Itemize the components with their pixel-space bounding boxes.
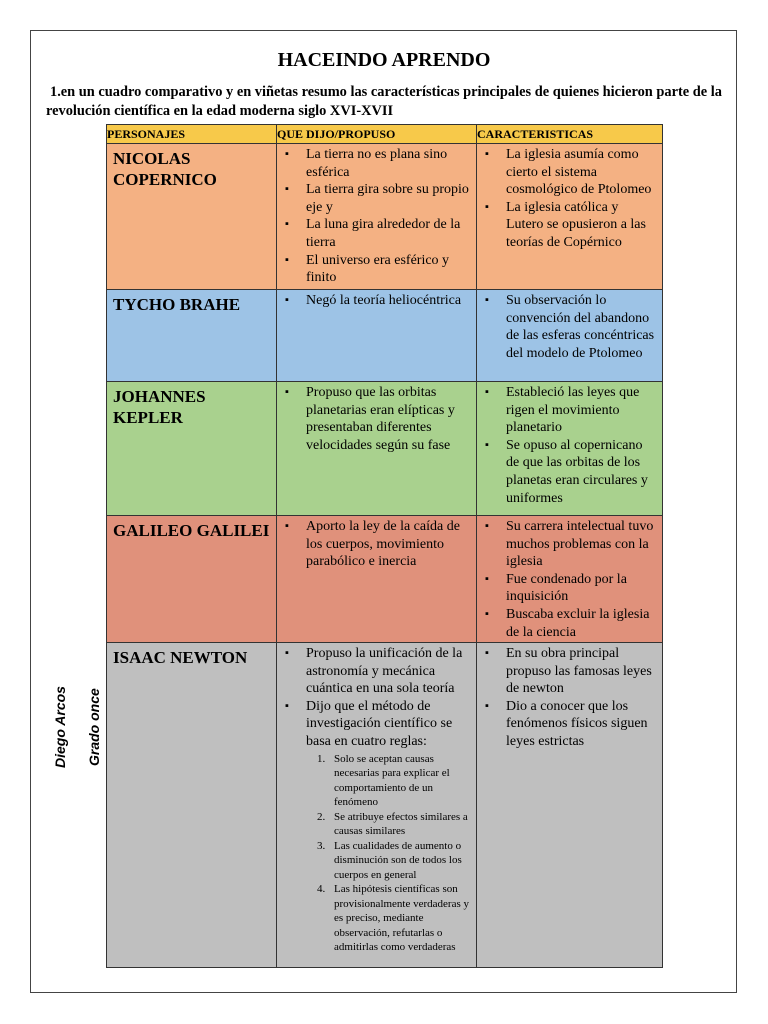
traits-cell xyxy=(477,290,663,382)
person-name xyxy=(107,144,277,290)
instruction-text: 1.en un cuadro comparativo y en viñetas resumo las características principales de quienes hicieron parte de la revolución científica en la edad moderna siglo XVI-XVII xyxy=(46,84,722,119)
table-row xyxy=(107,643,663,968)
table-row xyxy=(107,382,663,516)
list-item: ▪ Dio a conocer que los fenómenos físicos siguen leyes estrictas xyxy=(481,698,658,751)
list-item: ▪ La luna gira alrededor de la tierra xyxy=(281,216,472,251)
person-name-text: GALILEO GALILEI xyxy=(113,521,270,540)
traits-cell xyxy=(477,144,663,290)
list-item: ▪ Propuso la unificación de la astronomía y mecánica cuántica en una sola teoría xyxy=(281,645,472,698)
person-name xyxy=(107,516,277,643)
list-item-text: Dijo que el método de investigación científico se basa en cuatro reglas: xyxy=(306,698,453,749)
said-cell xyxy=(277,643,477,968)
person-name-text: ISAAC NEWTON xyxy=(113,648,248,667)
list-item: ▪ La iglesia católica y Lutero se opusieron a las teorías de Copérnico xyxy=(481,199,658,252)
list-item: ▪ Fue condenado por la inquisición xyxy=(481,571,658,606)
table-row xyxy=(107,290,663,382)
rules-list xyxy=(306,752,472,955)
list-item: ▪ En su obra principal propuso las famosas leyes de newton xyxy=(481,645,658,698)
said-cell xyxy=(277,290,477,382)
traits-cell xyxy=(477,643,663,968)
list-item: ▪ Negó la teoría heliocéntrica xyxy=(281,292,472,310)
list-item: ▪ Su carrera intelectual tuvo muchos problemas con la iglesia xyxy=(481,518,658,571)
said-cell xyxy=(277,144,477,290)
person-name xyxy=(107,643,277,968)
person-name-text: JOHANNES KEPLER xyxy=(113,387,206,427)
list-item: ▪ La iglesia asumía como cierto el sistema cosmológico de Ptolomeo xyxy=(481,146,658,199)
list-item: ▪ La tierra no es plana sino esférica xyxy=(281,146,472,181)
header-que-dijo: QUE DIJO/PROPUSO xyxy=(277,125,477,144)
said-cell xyxy=(277,516,477,643)
list-item: ▪ La tierra gira sobre su propio eje y xyxy=(281,181,472,216)
list-item xyxy=(281,698,472,955)
header-personajes: PERSONAJES xyxy=(107,125,277,144)
said-cell xyxy=(277,382,477,516)
table-row xyxy=(107,144,663,290)
person-name-text: NICOLAS COPERNICO xyxy=(113,149,217,189)
rule-item: 2. Se atribuye efectos similares a causas similares xyxy=(328,810,472,839)
list-item: ▪ Buscaba excluir la iglesia de la ciencia xyxy=(481,606,658,641)
table-header-row xyxy=(107,125,663,144)
list-item: ▪ Se opuso al copernicano de que las orbitas de los planetas eran circulares y uniformes xyxy=(481,437,658,507)
rule-item: 3. Las cualidades de aumento o disminución son de todos los cuerpos en general xyxy=(328,839,472,883)
list-item: ▪ Propuso que las orbitas planetarias eran elípticas y presentaban diferentes velocidades según su fase xyxy=(281,384,472,454)
person-name-text: TYCHO BRAHE xyxy=(113,295,241,314)
grade-label: Grado once xyxy=(86,688,102,766)
person-name xyxy=(107,290,277,382)
rule-item: 4. Las hipótesis científicas son provisionalmente verdaderas y es preciso, mediante observación, refutarlas o admitirlas como verdaderas xyxy=(328,882,472,955)
comparison-table xyxy=(106,124,663,968)
traits-cell xyxy=(477,382,663,516)
page-title: HACEINDO APRENDO xyxy=(277,49,491,71)
person-name xyxy=(107,382,277,516)
table-row xyxy=(107,516,663,643)
rule-item: 1. Solo se aceptan causas necesarias para explicar el comportamiento de un fenómeno xyxy=(328,752,472,810)
header-caracteristicas: CARACTERISTICAS xyxy=(477,125,663,144)
author-name: Diego Arcos xyxy=(52,686,68,768)
list-item: ▪ El universo era esférico y finito xyxy=(281,252,472,287)
traits-cell xyxy=(477,516,663,643)
list-item: ▪ Estableció las leyes que rigen el movimiento planetario xyxy=(481,384,658,437)
list-item: ▪ Su observación lo convención del abandono de las esferas concéntricas del modelo de Ptolomeo xyxy=(481,292,658,362)
list-item: ▪ Aporto la ley de la caída de los cuerpos, movimiento parabólico e inercia xyxy=(281,518,472,571)
